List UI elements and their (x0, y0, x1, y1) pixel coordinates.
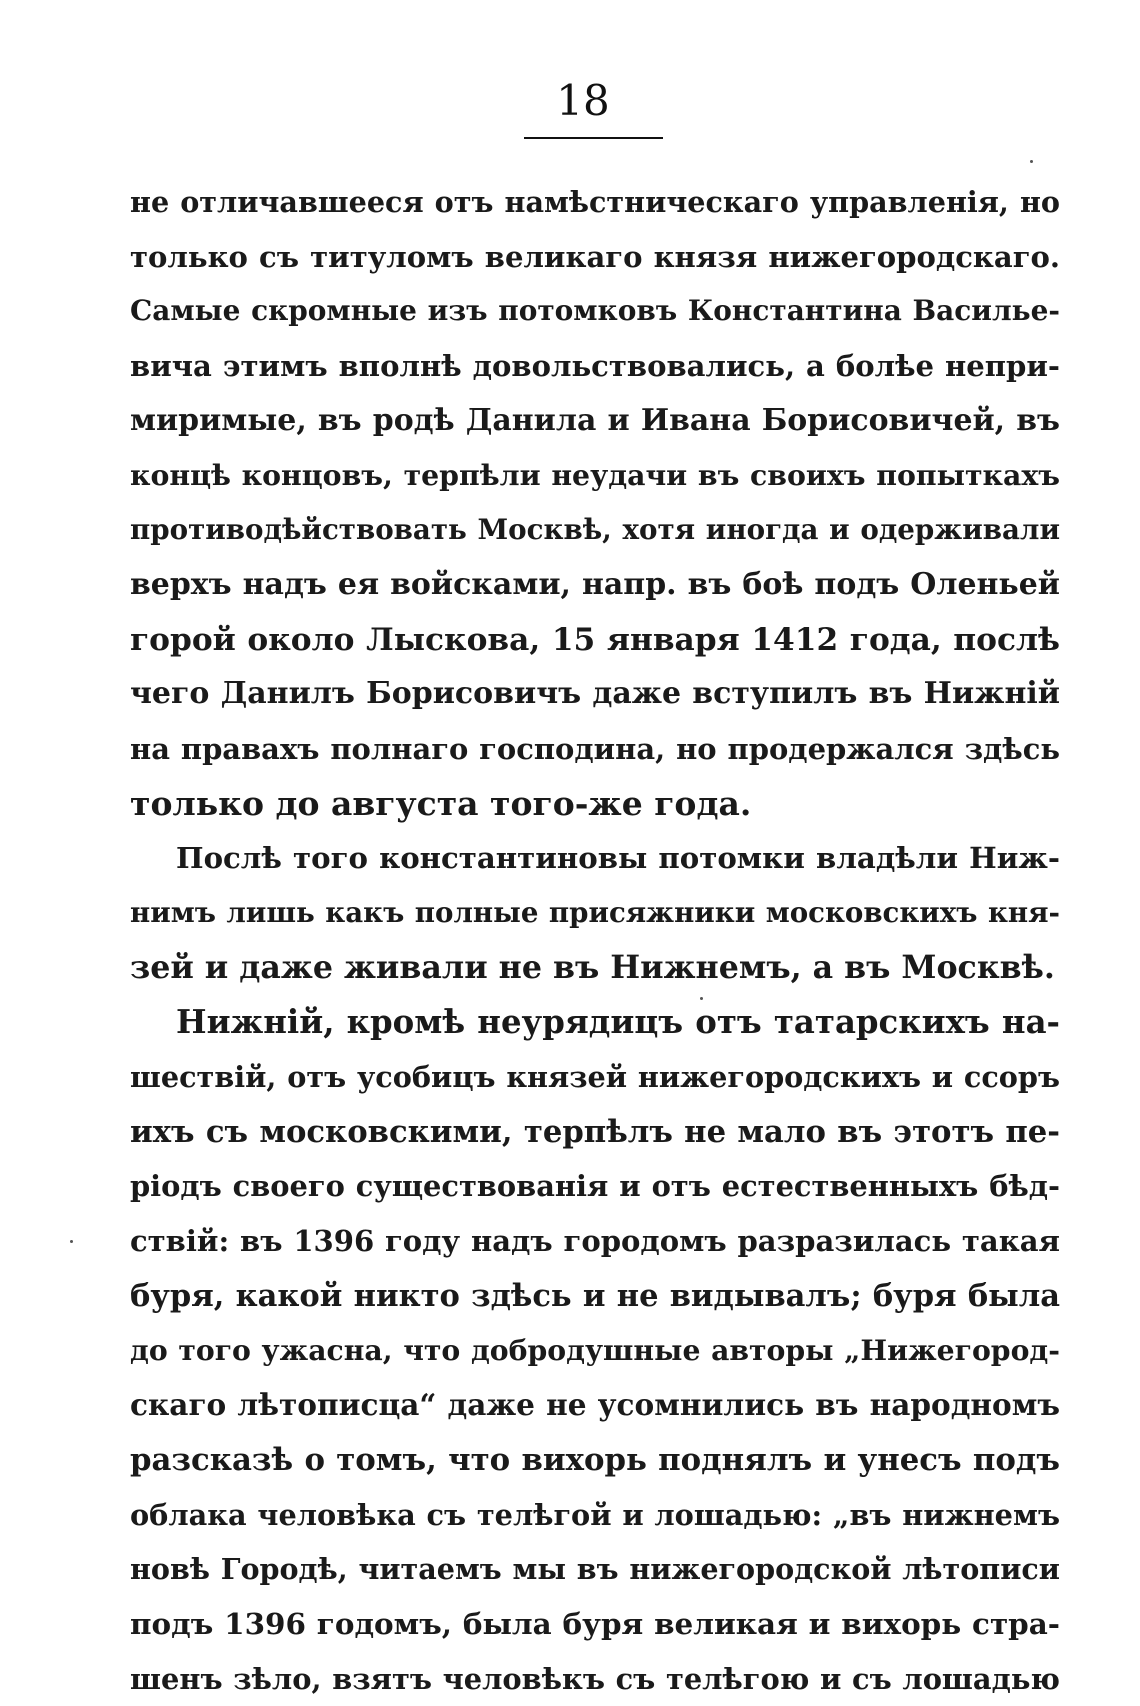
text-line: не отличавшееся отъ намѣстническаго управленія, но (130, 185, 1060, 219)
text-line: горой около Лыскова, 15 января 1412 года, послѣ (130, 621, 1060, 658)
print-speck (70, 1240, 73, 1243)
print-speck (700, 997, 703, 1000)
text-line: буря, какой никто здѣсь и не видывалъ; буря была (130, 1277, 1060, 1314)
page-number: 18 (556, 76, 610, 125)
text-line: скаго лѣтописца“ даже не усомнились въ народномъ (130, 1387, 1060, 1423)
text-line: ріодъ своего существованія и отъ естественныхъ бѣд- (130, 1169, 1060, 1204)
text-line: только до августа того-же года. (130, 783, 752, 823)
text-line: облака человѣка съ телѣгой и лошадью: „въ нижнемъ (130, 1497, 1060, 1532)
text-line: ихъ съ московскими, терпѣлъ не мало въ этотъ пе- (130, 1113, 1060, 1150)
text-line: новѣ Городѣ, читаемъ мы въ нижегородской лѣтописи (130, 1552, 1060, 1587)
text-line: зей и даже живали не въ Нижнемъ, а въ Москвѣ. (130, 948, 1055, 986)
text-line: на правахъ полнаго господина, но продержался здѣсь (130, 731, 1060, 766)
text-line: подъ 1396 годомъ, была буря великая и вихорь стра- (130, 1605, 1060, 1641)
text-line: шенъ зѣло, взятъ человѣкъ съ телѣгою и съ лошадью (130, 1661, 1060, 1696)
text-line: миримые, въ родѣ Данила и Ивана Борисовичей, въ (130, 402, 1060, 438)
text-line: вича этимъ вполнѣ довольствовались, а болѣе непри- (130, 349, 1060, 384)
text-line: разсказѣ о томъ, что вихорь поднялъ и унесъ подъ (130, 1441, 1060, 1478)
text-line: Послѣ того константиновы потомки владѣли Ниж- (176, 841, 1060, 876)
body-text (130, 175, 1060, 1706)
text-line: до того ужасна, что добродушные авторы „Нижегород- (130, 1333, 1060, 1368)
text-line: Нижній, кромѣ неурядицъ отъ татарскихъ на- (176, 1003, 1060, 1042)
text-line: верхъ надъ ея войсками, напр. въ боѣ подъ Оленьей (130, 566, 1060, 602)
text-line: чего Данилъ Борисовичъ даже вступилъ въ Нижній (130, 676, 1060, 712)
text-line: только съ титуломъ великаго князя нижегородскаго. (130, 239, 1060, 274)
text-line: нимъ лишь какъ полные присяжники московскихъ кня- (130, 895, 1060, 929)
text-line: концѣ концовъ, терпѣли неудачи въ своихъ попыткахъ (130, 458, 1060, 493)
text-line: противодѣйствовать Москвѣ, хотя иногда и одерживали (130, 513, 1060, 547)
print-speck (1030, 160, 1033, 163)
text-line: ствій: въ 1396 году надъ городомъ разразилась такая (130, 1224, 1060, 1259)
text-line: Самые скромные изъ потомковъ Константина Василье- (130, 294, 1060, 328)
header-rule (524, 137, 663, 139)
text-line: шествій, отъ усобицъ князей нижегородскихъ и ссоръ (130, 1060, 1060, 1094)
